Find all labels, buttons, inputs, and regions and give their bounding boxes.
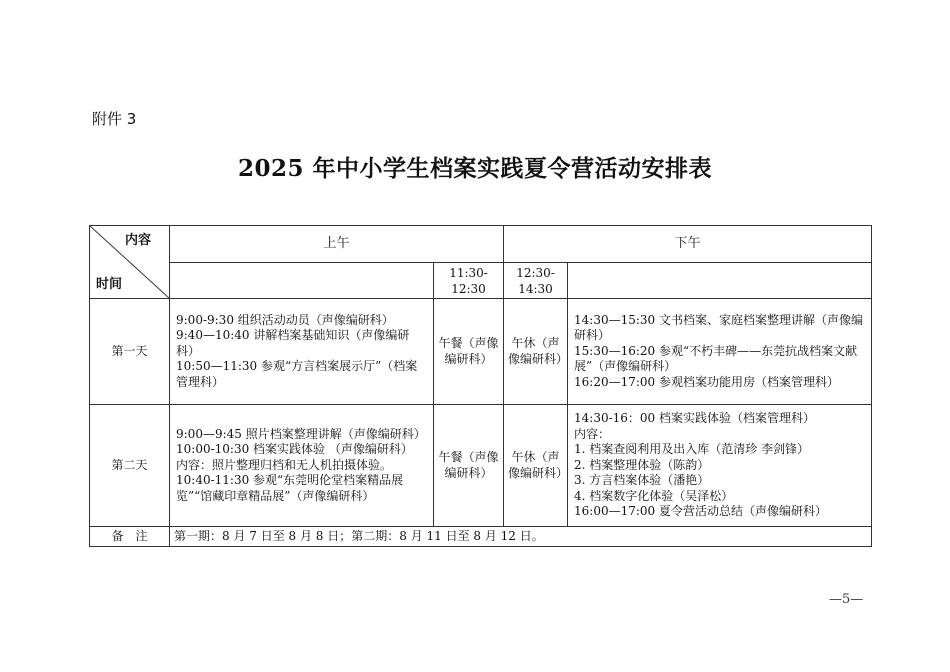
day1-rest: 午休（声像编研科） xyxy=(504,299,568,405)
rest-slot-time xyxy=(504,263,568,299)
day1-afternoon-item: 15:30—16:20 参观“不朽丰碑——东莞抗战档案文献展”（声像编研科） xyxy=(574,343,858,374)
lunch-slot-start: 11:30- xyxy=(449,265,488,280)
day2-afternoon-item: 2. 档案整理体验（陈韵） xyxy=(574,457,710,472)
day2-afternoon-item: 内容： xyxy=(574,426,611,441)
day1-morning-item: 9:00-9:30 组织活动动员（声像编研科） xyxy=(176,312,394,327)
day1-row xyxy=(90,299,872,405)
subheader-row xyxy=(90,263,872,299)
day2-afternoon xyxy=(568,405,872,527)
day2-label: 第二天 xyxy=(90,405,170,527)
day2-lunch: 午餐（声像编研科） xyxy=(434,405,504,527)
day2-afternoon-item: 1. 档案查阅利用及出入库（范清珍 李剑锋） xyxy=(574,442,810,457)
morning-header: 上午 xyxy=(170,226,504,263)
day2-rest: 午休（声像编研科） xyxy=(504,405,568,527)
notes-row xyxy=(90,527,872,547)
page-number: —5— xyxy=(829,592,864,607)
day2-afternoon-item: 4. 档案数字化体验（吴泽松） xyxy=(574,488,734,503)
content-label: 内容 xyxy=(124,233,151,248)
afternoon-blank-cell xyxy=(568,263,872,299)
day2-morning-item: 内容：照片整理归档和无人机拍摄体验。 xyxy=(176,457,393,472)
day1-morning-item: 10:50—11:30 参观“方言档案展示厅”（档案管理科） xyxy=(176,359,418,389)
notes-label: 备 注 xyxy=(90,527,170,547)
schedule-table xyxy=(89,225,872,547)
day2-afternoon-item: 14:30-16：00 档案实践体验（档案管理科） xyxy=(574,411,816,426)
lunch-slot-time xyxy=(434,263,504,299)
day2-row xyxy=(90,405,872,527)
day2-afternoon-item: 16:00—17:00 夏令营活动总结（声像编研科） xyxy=(574,504,827,519)
day1-label: 第一天 xyxy=(90,299,170,405)
lunch-slot-end: 12:30 xyxy=(451,281,486,296)
rest-slot-start: 12:30- xyxy=(516,265,555,280)
day1-lunch: 午餐（声像编研科） xyxy=(434,299,504,405)
day1-morning xyxy=(170,299,434,405)
document-title: 2025 年中小学生档案实践夏令营活动安排表 xyxy=(237,155,713,182)
day2-morning-item: 10:40-11:30 参观“东莞明伦堂档案精品展览”“馆藏印章精品展”（声像编研科） xyxy=(176,473,404,503)
attachment-label: 附件 3 xyxy=(92,110,137,128)
day1-afternoon-item: 14:30—15:30 文书档案、家庭档案整理讲解（声像编研科） xyxy=(574,312,863,343)
morning-blank-cell xyxy=(170,263,434,299)
day2-morning-item: 10:00-10:30 档案实践体验 （声像编研科） xyxy=(176,442,413,457)
header-row xyxy=(90,226,872,263)
day2-morning-item: 9:00—9:45 照片档案整理讲解（声像编研科） xyxy=(176,426,426,441)
time-label: 时间 xyxy=(96,276,123,292)
rest-slot-end: 14:30 xyxy=(518,281,553,296)
day1-afternoon xyxy=(568,299,872,405)
notes-text: 第一期：8 月 7 日至 8 月 8 日；第二期：8 月 11 日至 8 月 12 日。 xyxy=(170,527,872,547)
day1-afternoon-item: 16:20—17:00 参观档案功能用房（档案管理科） xyxy=(574,374,839,389)
day2-morning xyxy=(170,405,434,527)
day1-morning-item: 9:40—10:40 讲解档案基础知识（声像编研科） xyxy=(176,328,410,358)
afternoon-header: 下午 xyxy=(504,226,872,263)
content-time-header xyxy=(90,226,170,299)
day2-afternoon-item: 3. 方言档案体验（潘艳） xyxy=(574,473,710,488)
